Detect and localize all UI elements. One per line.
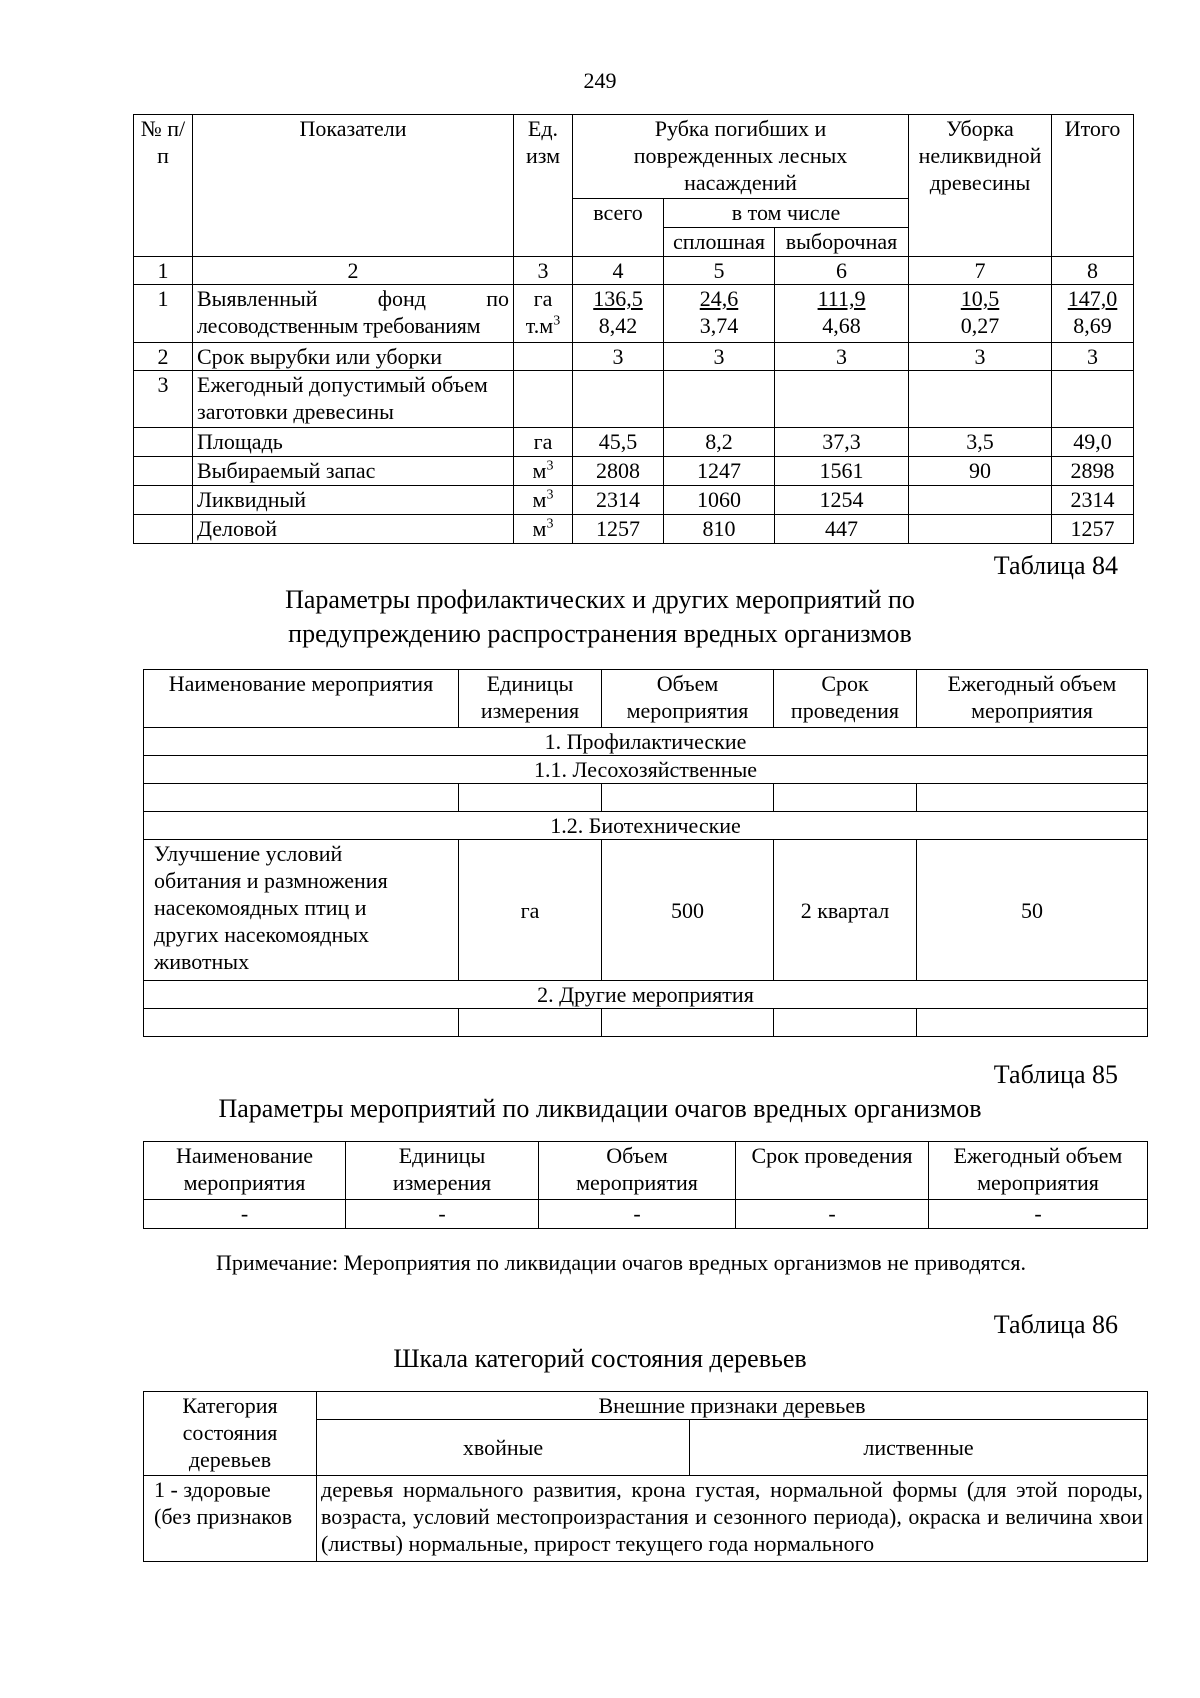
row-unit: $м^3$ <box>514 457 573 486</box>
cell-value: 1254 <box>775 486 909 515</box>
row-num: 3 <box>134 371 193 428</box>
measure-unit: га <box>459 840 602 981</box>
row-label: Ликвидный <box>193 486 514 515</box>
cell-dash: - <box>539 1200 736 1229</box>
empty-cell <box>459 1009 602 1037</box>
header-volume: Объем мероприятия <box>539 1142 736 1200</box>
empty-cell <box>917 1009 1148 1037</box>
cell-value <box>909 486 1052 515</box>
row-num: 2 <box>134 343 193 371</box>
header-indicator: Показатели <box>193 115 514 257</box>
cell-value: 147,0 8,69 <box>1052 285 1134 343</box>
row-unit <box>514 343 573 371</box>
row-label: Площадь <box>193 428 514 457</box>
header-conifer: хвойные <box>317 1420 690 1476</box>
cell-value: 1257 <box>573 515 664 544</box>
empty-cell <box>134 486 193 515</box>
table84-title-line2: предупреждению распространения вредных организмов <box>288 619 912 648</box>
header-units: Единицы измерения <box>346 1142 539 1200</box>
header-volume: Объем мероприятия <box>602 670 774 728</box>
cell-value: 3,5 <box>909 428 1052 457</box>
cell-value: 2808 <box>573 457 664 486</box>
table85-caption: Таблица 85 <box>993 1060 1118 1089</box>
row-unit: $м^3$ <box>514 515 573 544</box>
cell-value: 45,5 <box>573 428 664 457</box>
empty-cell <box>134 428 193 457</box>
colnum: 3 <box>514 257 573 285</box>
cell-value: 1257 <box>1052 515 1134 544</box>
cell-value: 136,5 8,42 <box>573 285 664 343</box>
header-unit: Ед. изм <box>514 115 573 257</box>
row-unit: $м^3$ <box>514 486 573 515</box>
header-selective: выборочная <box>775 228 909 257</box>
cell-value: 3 <box>573 343 664 371</box>
header-total-all: всего <box>573 199 664 257</box>
header-signs: Внешние признаки деревьев <box>317 1392 1148 1420</box>
cell-value: 2314 <box>1052 486 1134 515</box>
empty-cell <box>134 457 193 486</box>
row-num: 1 <box>134 285 193 343</box>
row-unit: га $т.м^3$ <box>514 285 573 343</box>
header-num: № п/п <box>134 115 193 257</box>
table84-title-line1: Параметры профилактических и других мероприятий по <box>285 585 915 614</box>
empty-cell <box>775 371 909 428</box>
empty-cell <box>1052 371 1134 428</box>
colnum: 4 <box>573 257 664 285</box>
header-category: Категория состояния деревьев <box>144 1392 317 1476</box>
table85-note: Примечание: Мероприятия по ликвидации очагов вредных организмов не приводятся. <box>216 1250 1026 1275</box>
measure-volume: 500 <box>602 840 774 981</box>
empty-cell <box>573 371 664 428</box>
section-title: 1.1. Лесохозяйственные <box>144 756 1148 784</box>
cell-value: 447 <box>775 515 909 544</box>
colnum: 6 <box>775 257 909 285</box>
table86-caption: Таблица 86 <box>993 1310 1118 1339</box>
cell-value: 24,6 3,74 <box>664 285 775 343</box>
header-name: Наименование мероприятия <box>144 1142 346 1200</box>
row-label: Ежегодный допустимый объем заготовки древесины <box>193 371 514 428</box>
cell-value: 3 <box>1052 343 1134 371</box>
header-itogo: Итого <box>1052 115 1134 257</box>
empty-cell <box>459 784 602 812</box>
empty-cell <box>144 784 459 812</box>
colnum: 8 <box>1052 257 1134 285</box>
category-description: деревья нормального развития, крона густая, нормальной формы (для этой породы, возраста, условий местопроизрастания и сезонного периода), окраска и величина хвои (листвы) нормальные, прирост текущего года нормального <box>317 1476 1148 1562</box>
row-label: Выявленный фонд по лесоводственным требованиям <box>193 285 514 343</box>
section-title: 2. Другие мероприятия <box>144 981 1148 1009</box>
header-solid: сплошная <box>664 228 775 257</box>
cell-dash: - <box>929 1200 1148 1229</box>
header-term: Срок проведения <box>774 670 917 728</box>
header-including: в том числе <box>664 199 909 228</box>
cell-value: 2314 <box>573 486 664 515</box>
category-name: 1 - здоровые (без признаков <box>144 1476 317 1562</box>
row-label: Выбираемый запас <box>193 457 514 486</box>
empty-cell <box>514 371 573 428</box>
empty-cell <box>917 784 1148 812</box>
header-cleanup: Уборка неликвидной древесины <box>909 115 1052 257</box>
empty-cell <box>774 784 917 812</box>
cell-value: 49,0 <box>1052 428 1134 457</box>
measure-name: Улучшение условий обитания и размножения насекомоядных птиц и других насекомоядных животных <box>144 840 459 981</box>
header-annual: Ежегодный объем мероприятия <box>917 670 1148 728</box>
colnum: 1 <box>134 257 193 285</box>
empty-cell <box>144 1009 459 1037</box>
table86-title: Шкала категорий состояния деревьев <box>393 1344 807 1373</box>
empty-cell <box>664 371 775 428</box>
prevention-table <box>143 669 1148 1037</box>
row-label: Деловой <box>193 515 514 544</box>
colnum: 2 <box>193 257 514 285</box>
cell-value: 1060 <box>664 486 775 515</box>
cell-value: 1247 <box>664 457 775 486</box>
cell-value: 3 <box>664 343 775 371</box>
cell-value: 3 <box>775 343 909 371</box>
header-annual: Ежегодный объем мероприятия <box>929 1142 1148 1200</box>
empty-cell <box>602 784 774 812</box>
colnum: 7 <box>909 257 1052 285</box>
cell-dash: - <box>736 1200 929 1229</box>
page-number: 249 <box>583 68 617 93</box>
felling-table <box>133 114 1134 544</box>
section-title: 1.2. Биотехнические <box>144 812 1148 840</box>
cell-dash: - <box>144 1200 346 1229</box>
header-felling: Рубка погибших и поврежденных лесных насаждений <box>573 115 909 199</box>
header-name: Наименование мероприятия <box>144 670 459 728</box>
cell-value <box>909 515 1052 544</box>
cell-dash: - <box>346 1200 539 1229</box>
cell-value: 90 <box>909 457 1052 486</box>
section-title: 1. Профилактические <box>144 728 1148 756</box>
header-term: Срок проведения <box>736 1142 929 1200</box>
empty-cell <box>774 1009 917 1037</box>
cell-value: 8,2 <box>664 428 775 457</box>
cell-value: 3 <box>909 343 1052 371</box>
empty-cell <box>134 515 193 544</box>
row-unit: га <box>514 428 573 457</box>
measure-term: 2 квартал <box>774 840 917 981</box>
row-label: Срок вырубки или уборки <box>193 343 514 371</box>
cell-value: 37,3 <box>775 428 909 457</box>
cell-value: 1561 <box>775 457 909 486</box>
header-units: Единицы измерения <box>459 670 602 728</box>
cell-value: 810 <box>664 515 775 544</box>
table85-title: Параметры мероприятий по ликвидации очагов вредных организмов <box>218 1094 982 1123</box>
table84-caption: Таблица 84 <box>993 551 1118 580</box>
cell-value: 10,5 0,27 <box>909 285 1052 343</box>
empty-cell <box>909 371 1052 428</box>
colnum: 5 <box>664 257 775 285</box>
liquidation-table <box>143 1141 1148 1229</box>
empty-cell <box>602 1009 774 1037</box>
measure-annual: 50 <box>917 840 1148 981</box>
tree-category-table <box>143 1391 1148 1562</box>
cell-value: 2898 <box>1052 457 1134 486</box>
cell-value: 111,9 4,68 <box>775 285 909 343</box>
header-deciduous: лиственные <box>690 1420 1148 1476</box>
